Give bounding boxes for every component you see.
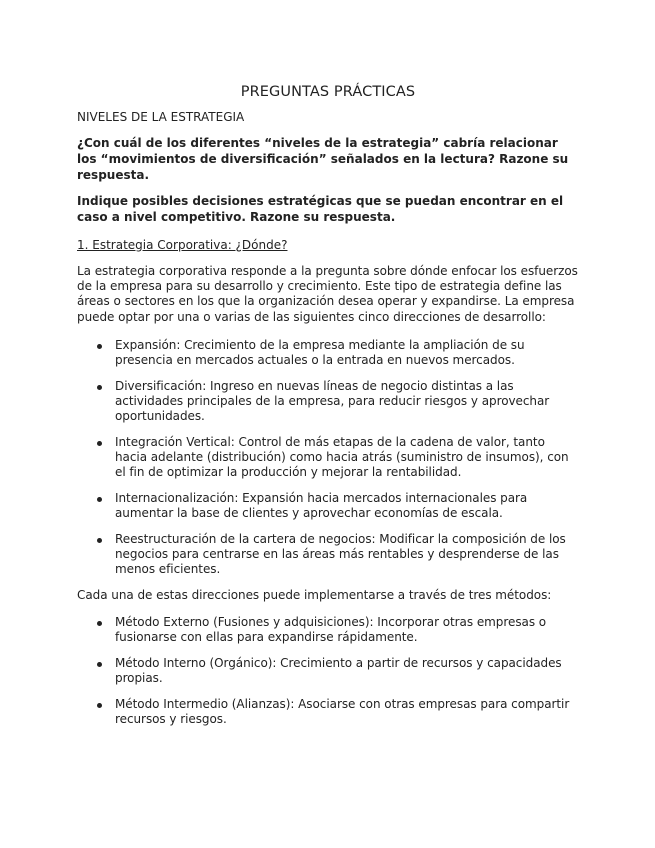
bullet-icon — [97, 621, 102, 626]
list-item — [77, 379, 579, 425]
bullet-icon — [97, 344, 102, 349]
list-item-text: Integración Vertical: Control de más etapas de la cadena de valor, tanto hacia adelante (distribución) como hacia atrás (suministro de insumos), con el fin de optimizar la producción y mejorar la rentabilidad. — [115, 434, 569, 480]
bullet-icon — [97, 538, 102, 543]
intro-paragraph: La estrategia corporativa responde a la pregunta sobre dónde enfocar los esfuerzos de la empresa para su desarrollo y crecimiento. Este tipo de estrategia define las áreas o sectores en los que la organización desea operar y expandirse. La empresa puede optar por una o varias de las siguientes cinco direcciones de desarrollo: — [77, 264, 578, 324]
methods-list — [77, 615, 579, 727]
bullet-icon — [97, 441, 102, 446]
question-1: ¿Con cuál de los diferentes “niveles de la estrategia” cabría relacionar los “movimientos de diversificación” señalados en la lectura? Razone su respuesta. — [77, 136, 569, 182]
document-page — [77, 84, 579, 738]
list-item-text: Método Intermedio (Alianzas): Asociarse con otras empresas para compartir recursos y riesgos. — [115, 696, 570, 727]
methods-intro: Cada una de estas direcciones puede implementarse a través de tres métodos: — [77, 587, 552, 602]
list-item-text: Método Interno (Orgánico): Crecimiento a partir de recursos y capacidades propias. — [115, 656, 562, 686]
list-item-text: Internacionalización: Expansión hacia mercados internacionales para aumentar la base de clientes y aprovechar economías de escala. — [115, 490, 528, 521]
bullet-icon — [97, 497, 102, 502]
directions-list — [77, 338, 579, 578]
list-item — [77, 532, 579, 578]
section-heading: NIVELES DE LA ESTRATEGIA — [77, 110, 245, 124]
list-item — [77, 615, 579, 645]
document-title: PREGUNTAS PRÁCTICAS — [240, 84, 416, 100]
bullet-icon — [97, 703, 102, 708]
list-item — [77, 697, 579, 727]
subheading-corporate-strategy: 1. Estrategia Corporativa: ¿Dónde? — [77, 238, 288, 252]
list-item-text: Método Externo (Fusiones y adquisiciones): Incorporar otras empresas o fusionarse con ellas para expandirse rápidamente. — [115, 615, 547, 645]
list-item — [77, 435, 579, 481]
list-item — [77, 338, 579, 368]
bullet-icon — [97, 662, 102, 667]
question-2: Indique posibles decisiones estratégicas que se puedan encontrar en el caso a nivel competitivo. Razone su respuesta. — [77, 194, 564, 224]
list-item — [77, 656, 579, 686]
list-item-text: Diversificación: Ingreso en nuevas líneas de negocio distintas a las actividades principales de la empresa, para reducir riesgos y aprovechar oportunidades. — [115, 378, 550, 424]
bullet-icon — [97, 385, 102, 390]
list-item-text: Expansión: Crecimiento de la empresa mediante la ampliación de su presencia en mercados actuales o la entrada en nuevos mercados. — [115, 337, 525, 368]
list-item-text: Reestructuración de la cartera de negocios: Modificar la composición de los negocios para centrarse en las áreas más rentables y desprenderse de las menos eficientes. — [115, 531, 566, 577]
list-item — [77, 491, 579, 521]
